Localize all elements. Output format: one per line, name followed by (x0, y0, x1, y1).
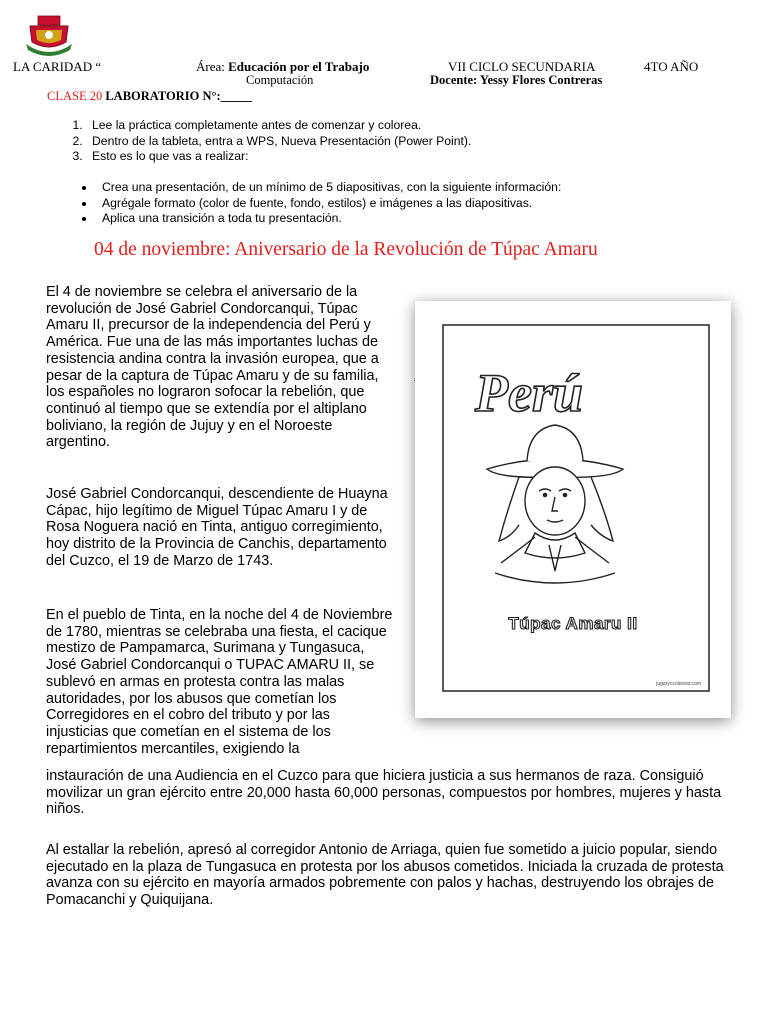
instruction-step: 2. Dentro de la tableta, entra a WPS, Nueva Presentación (Power Point). (86, 134, 471, 150)
tupac-amaru-coloring-page (415, 301, 731, 718)
grade-label: 4TO AÑO (644, 59, 699, 74)
instruction-steps (46, 118, 471, 165)
lab-number-label: LABORATORIO N°:_____ (105, 89, 252, 103)
figure-credit: jugaryccolorear.com (656, 681, 701, 687)
area-value: Educación por el Trabajo (228, 59, 370, 74)
task-item: • Crea una presentación, de un mínimo de 5 diapositivas, con la siguiente información: (96, 180, 561, 196)
coloring-page-drawing (415, 301, 731, 718)
school-crest-logo (22, 12, 76, 58)
area-label: Área: (196, 59, 225, 74)
class-lab-line (47, 89, 252, 104)
subject-label: Computación (246, 73, 314, 87)
paragraph-biography: José Gabriel Condorcanqui, descendiente de Huayna Cápac, hijo legítimo de Miguel Túpac Amaru I y de Rosa Noguera nació en Tinta, antiguo corregimiento, hoy distrito de la Provincia de Canchis, departamento del Cuzco, el 19 de Marzo de 1743. (46, 486, 388, 569)
portrait-icon (487, 425, 623, 583)
figure-caption: Túpac Amaru II (508, 614, 638, 633)
paragraph-uprising-continued: instauración de una Audiencia en el Cuzco para que hiciera justicia a sus hermanos de raza. Consiguió movilizar un gran ejército entre 20,000 hasta 60,000 personas, compuestos por hombres, mujeres y hasta niños. (46, 768, 722, 818)
task-item: • Aplica una transición a toda tu presentación. (96, 211, 561, 227)
document-title: 04 de noviembre: Aniversario de la Revolución de Túpac Amaru (94, 239, 598, 260)
task-list (52, 180, 561, 227)
teacher-label: Docente: Yessy Flores Contreras (430, 73, 603, 87)
instruction-step: 3. Esto es lo que vas a realizar: (86, 149, 471, 165)
paragraph-intro: El 4 de noviembre se celebra el aniversario de la revolución de José Gabriel Condorcanqui, Túpac Amaru II, precursor de la independencia del Perú y América. Fue una de las más importantes luchas de resistencia andina contra la invasión europea, que a pesar de la captura de Túpac Amaru y de su familia, los españoles no lograron sofocar la rebelión, que continuó al tiempo que se extendía por el altiplano boliviano, la región de Jujuy y en el Noroeste argentino. (46, 284, 379, 451)
cycle-label: VII CICLO SECUNDARIA (448, 59, 596, 74)
instruction-step: 1. Lee la práctica completamente antes de comenzar y colorea. (86, 118, 471, 134)
school-name: LA CARIDAD “ (13, 59, 102, 74)
paragraph-uprising: En el pueblo de Tinta, en la noche del 4 de Noviembre de 1780, mientras se celebraba una fiesta, el cacique mestizo de Pampamarca, Surimana y Tungasuca, José Gabriel Condorcanqui o TUPAC AMARU II, se sublevó en armas en protesta contra las malas autoridades, por los abusos que cometían los Corregidores en el cobro del tributo y por las injusticias que cometían en el sistema de los repartimientos mercantiles, exigiendo la (46, 607, 393, 757)
paragraph-rebellion: Al estallar la rebelión, apresó al corregidor Antonio de Arriaga, quien fue sometido a juicio popular, siendo ejecutado en la plaza de Tungasuca en protesta por los abusos cometidos. Iniciada la cruzada de protesta avanza con su ejército en mayoría armados pobremente con palos y hachas, destruyendo los obrajes de Pomacanchi y Quiquijana. (46, 842, 724, 909)
class-number: CLASE 20 (47, 89, 103, 103)
task-item: • Agrégale formato (color de fuente, fondo, estilos) e imágenes a las diapositivas. (96, 196, 561, 212)
figure-heading: Perú (475, 363, 583, 423)
